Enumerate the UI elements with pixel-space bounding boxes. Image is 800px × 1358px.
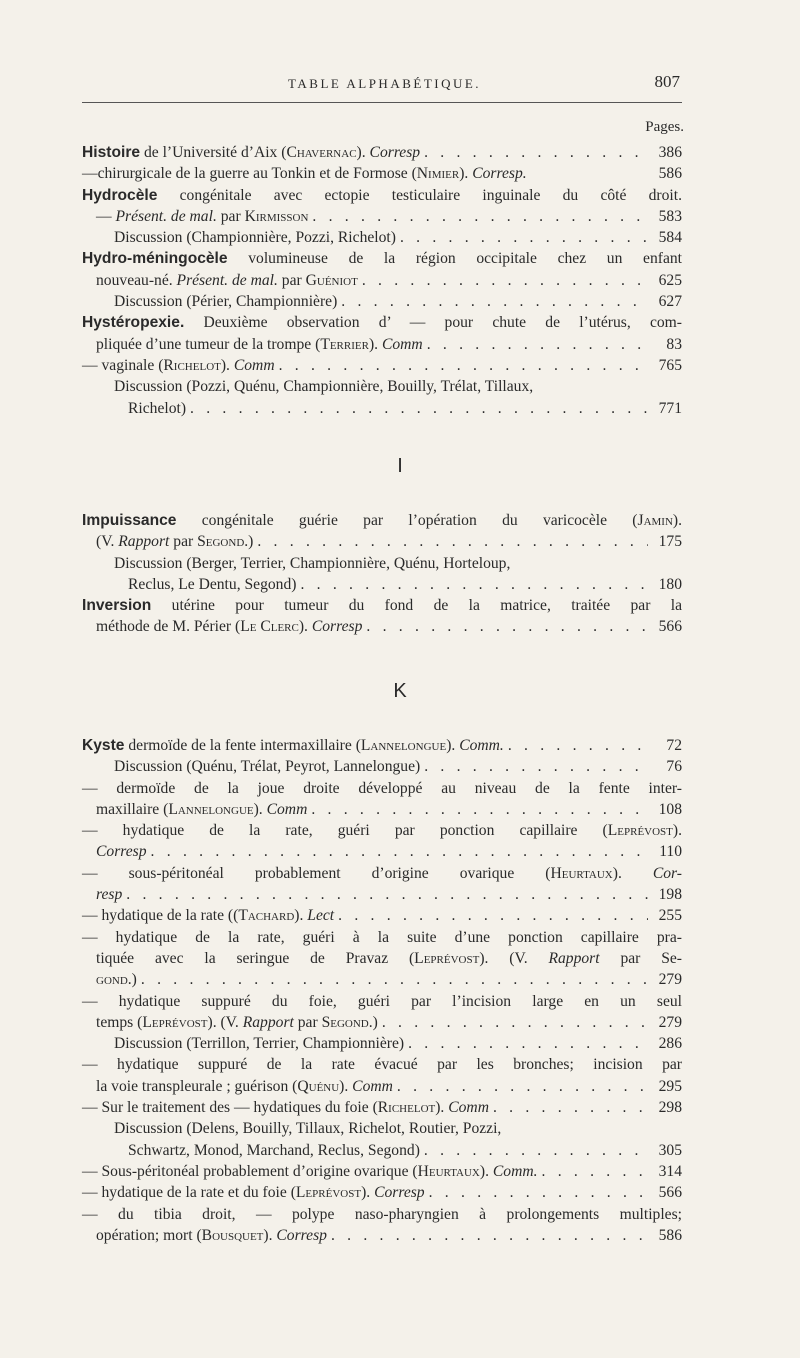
index-entry: Hydrocèle congénitale avec ectopie testiculaire inguinale du côté droit.: [82, 186, 682, 204]
index-entry: Hydro-méningocèle volumineuse de la région occipitale chez un enfant: [82, 250, 682, 268]
index-entry: — Présent. de mal. par Kirmisson . . . 583: [82, 206, 682, 227]
page-ref: 110: [659, 843, 682, 861]
index-entry: — hydatique de la rate, guéri par ponction capillaire (Leprévost).: [82, 822, 682, 840]
index-entry: la voie transpleurale ; guérison (Quénu). Comm . . . 295: [82, 1076, 682, 1097]
index-entry: — sous-péritonéal probablement d’origine ovarique (Heurtaux). Cor-: [82, 864, 682, 882]
page-ref: 72: [666, 737, 682, 754]
index-entry: Discussion (Quénu, Trélat, Peyrot, Lannelongue) . . . 76: [82, 756, 682, 777]
index-entry: resp . . . 198: [82, 884, 682, 905]
index-entry: Schwartz, Monod, Marchand, Reclus, Segond) . . . 305: [82, 1140, 682, 1161]
index-entry: — hydatique de la rate et du foie (Leprévost). Corresp . . . 566: [82, 1182, 682, 1203]
section-letter-i: I: [397, 455, 403, 477]
section-h-entries: [82, 142, 682, 419]
page-ref: 584: [658, 229, 682, 247]
index-entry: — du tibia droit, — polype naso-pharyngien à prolongements multiples;: [82, 1205, 682, 1223]
index-entry: méthode de M. Périer (Le Clerc). Corresp . . . 566: [82, 616, 682, 637]
page-ref: 295: [658, 1077, 682, 1095]
index-entry: — hydatique de la rate ((Tachard). Lect . . . 255: [82, 905, 682, 926]
index-entry: temps (Leprévost). (V. Rapport par Segond.) . . . 279: [82, 1012, 682, 1033]
index-entry: — hydatique de la rate, guéri à la suite d’une ponction capillaire pra-: [82, 928, 682, 946]
index-entry: — hydatique suppuré du foie, guéri par l’incision large en un seul: [82, 992, 682, 1010]
page-ref: 583: [658, 207, 682, 225]
page-ref: 180: [658, 575, 682, 593]
page-ref: 255: [658, 907, 682, 925]
index-entry: Discussion (Delens, Bouilly, Tillaux, Richelot, Routier, Pozzi,: [114, 1120, 502, 1138]
index-entry: Histoire de l’Université d’Aix (Chavernac). Corresp . . . 386: [82, 142, 682, 163]
index-entry: pliquée d’une tumeur de la trompe (Terrier). Comm . . . 83: [82, 334, 682, 355]
page-ref: 765: [658, 356, 682, 374]
page-ref: 298: [658, 1099, 682, 1117]
running-title: TABLE ALPHABÉTIQUE.: [288, 76, 482, 91]
page-ref: 175: [658, 533, 682, 551]
index-entry: (V. Rapport par Segond.) . . . 175: [82, 531, 682, 552]
index-entry: Hystéropexie. Deuxième observation d’ — pour chute de l’utérus, com-: [82, 314, 682, 332]
section-i-entries: [82, 510, 682, 638]
page-ref: 76: [666, 758, 682, 776]
page-ref: 627: [658, 293, 682, 311]
page-ref: 625: [658, 271, 682, 289]
index-entry: Discussion (Berger, Terrier, Championnière, Quénu, Horteloup,: [114, 554, 511, 572]
index-entry: Kyste dermoïde de la fente intermaxillaire (Lannelongue). Comm. . . . 72: [82, 735, 682, 756]
index-entry: Discussion (Périer, Championnière) . . . 627: [82, 291, 682, 312]
index-entry: Discussion (Terrillon, Terrier, Championnière) . . . 286: [82, 1033, 682, 1054]
pages-column-label: Pages.: [645, 119, 684, 135]
header-rule: [82, 102, 682, 103]
index-entry: — vaginale (Richelot). Comm . . . 765: [82, 355, 682, 376]
page-ref: 566: [658, 1184, 682, 1202]
page-ref: 771: [658, 399, 682, 417]
page-ref: 586: [658, 165, 682, 183]
index-entry: Corresp . . . 110: [82, 841, 682, 862]
index-entry: nouveau-né. Présent. de mal. par Guéniot . . . 625: [82, 270, 682, 291]
page-ref: 83: [666, 335, 682, 353]
page-number: 807: [654, 72, 680, 91]
page-ref: 108: [658, 800, 682, 818]
page-ref: 566: [658, 618, 682, 636]
page-ref: 586: [658, 1226, 682, 1244]
page-ref: 314: [658, 1162, 682, 1180]
page-ref: 386: [658, 144, 682, 161]
page-ref: 305: [658, 1141, 682, 1159]
index-entry: maxillaire (Lannelongue). Comm . . . 108: [82, 799, 682, 820]
page-ref: 198: [658, 886, 682, 904]
index-entry: Inversion utérine pour tumeur du fond de la matrice, traitée par la: [82, 597, 682, 615]
page-ref: 279: [658, 971, 682, 989]
index-entry: opération; mort (Bousquet). Corresp . . . 586: [82, 1225, 682, 1246]
index-entry: Richelot) . . . 771: [82, 398, 682, 419]
page-header: [82, 70, 682, 100]
index-entry: Reclus, Le Dentu, Segond) . . . 180: [82, 574, 682, 595]
page-ref: 286: [658, 1035, 682, 1053]
index-entry: — dermoïde de la joue droite développé au niveau de la fente inter-: [82, 779, 682, 797]
page-ref: 279: [658, 1013, 682, 1031]
index-entry: gond.) . . . 279: [82, 969, 682, 990]
index-entry: Discussion (Championnière, Pozzi, Richelot) . . . 584: [82, 227, 682, 248]
index-entry: — Sur le traitement des — hydatiques du foie (Richelot). Comm . . . 298: [82, 1097, 682, 1118]
section-k-entries: [82, 735, 682, 1246]
index-entry: — Sous-péritonéal probablement d’origine ovarique (Heurtaux). Comm. . . . 314: [82, 1161, 682, 1182]
index-entry: Impuissance congénitale guérie par l’opération du varicocèle (Jamin).: [82, 512, 682, 529]
section-letter-k: K: [393, 680, 407, 702]
index-entry: —chirurgicale de la guerre au Tonkin et de Formose (Nimier). Corresp. 586: [82, 163, 682, 184]
index-entry: Discussion (Pozzi, Quénu, Championnière, Bouilly, Trélat, Tillaux,: [114, 378, 534, 396]
index-entry: — hydatique suppuré de la rate évacué par les bronches; incision par: [82, 1056, 682, 1074]
index-entry: tiquée avec la seringue de Pravaz (Leprévost). (V. Rapport par Se-: [96, 949, 682, 967]
